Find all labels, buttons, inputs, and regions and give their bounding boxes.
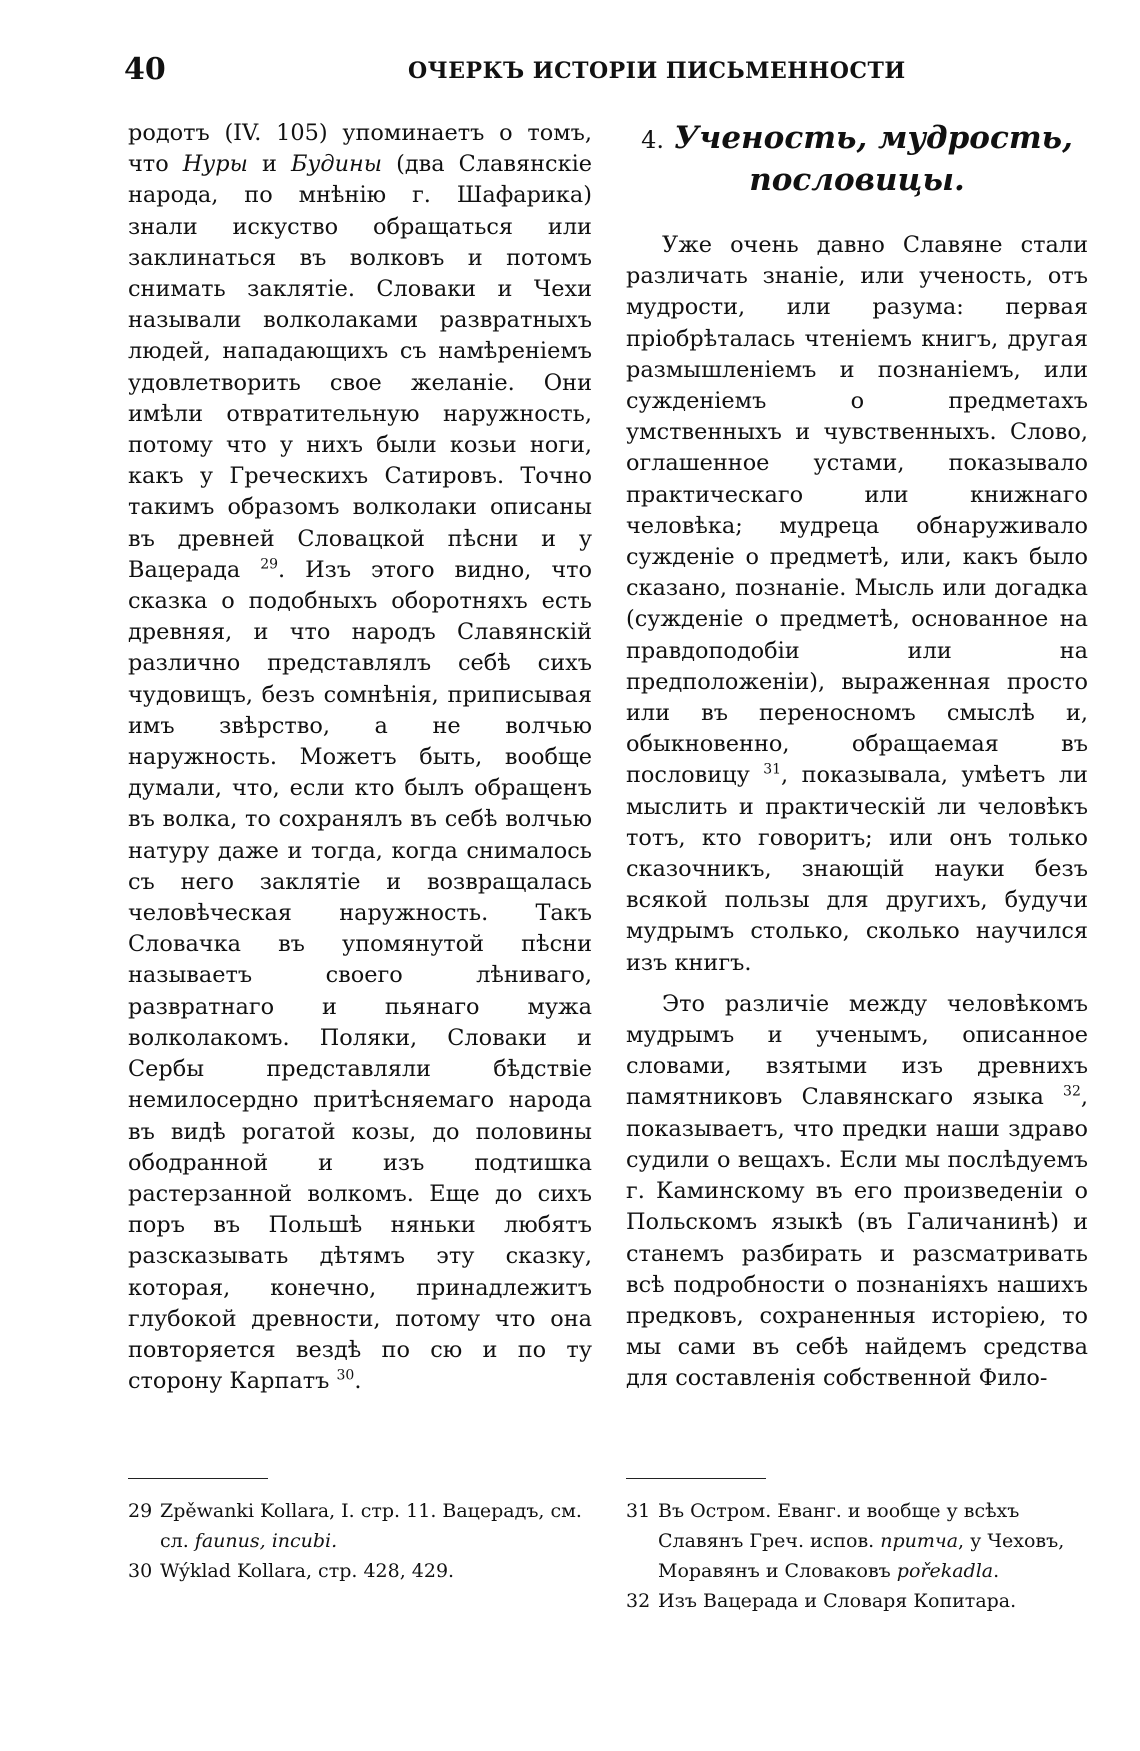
- footnote-divider-right: [626, 1478, 766, 1479]
- text-run: . Изъ этого видно, что сказка о подобныхъ оборотняхъ есть древняя, и что народъ Славянскій различно представлялъ себѣ сихъ чудовищъ, безъ сомнѣнія, приписывая имъ звѣрство, а не волчью наружность. Можетъ быть, вообще думали, что, если кто былъ обращенъ въ волка, то сохранялъ въ себѣ волчью натуру даже и тогда, когда снималось съ него заклятіе и возвращалась человѣческая наружность. Такъ Словачка въ упомянутой пѣсни называетъ своего лѣниваго, развратнаго и пьянаго мужа волколакомъ. Поляки, Словаки и Сербы представляли бѣдствіе немилосердно притѣсняемаго народа въ видѣ рогатой козы, до половины ободранной и изъ подтишка растерзанной волкомъ. Еще до сихъ поръ въ Польшѣ няньки любятъ разсказывать дѣтямъ эту сказку, которая, конечно, принадлежитъ глубокой древности, потому что она повторяется вездѣ по сю и по ту сторону Карпатъ: [128, 556, 592, 1395]
- text-run: и: [247, 151, 291, 178]
- text-run: , показываетъ, что предки наши здраво судили о вещахъ. Если мы послѣдуемъ г. Каминскому въ его произведеніи о Польскомъ языкѣ (въ Галичанинѣ) и станемъ разбирать и разсматривать всѣ подробности о познаніяхъ нашихъ предковъ, сохраненныя исторіею, то мы сами въ себѣ найдемъ средства для составленія собственной Фило-: [626, 1084, 1088, 1392]
- footnote-ref-30[interactable]: 30: [336, 1367, 355, 1384]
- footnote-number: 29: [128, 1500, 153, 1522]
- footnote-italic: притча: [880, 1530, 959, 1552]
- footnote-text: Въ Остром. Еванг. и вообще у всѣхъ Славянъ Греч. испов.: [658, 1500, 1020, 1552]
- footnote-divider-left: [128, 1478, 268, 1479]
- left-paragraph: [128, 118, 592, 1397]
- text-run: Это различіе между человѣкомъ мудрымъ и ученымъ, описанное словами, взятыми изъ древнихъ памятниковъ Славянскаго языка: [626, 990, 1088, 1111]
- text-run: родотъ (IV. 105) упоминаетъ о томъ, что: [128, 120, 592, 178]
- footnote-text: Zpěwanki Kollara, I. стр. 11. Вацерадъ, см. сл.: [160, 1500, 582, 1552]
- footnotes-right: [626, 1496, 1088, 1616]
- right-column: [626, 118, 1088, 1395]
- footnote-text: , у Чеховъ, Моравянъ и Словаковъ: [658, 1530, 1065, 1582]
- footnote-italic: faunus, incubi.: [194, 1530, 338, 1552]
- running-title: ОЧЕРКЪ ИСТОРІИ ПИСЬМЕННОСТИ: [408, 58, 906, 84]
- footnote-number: 32: [626, 1590, 651, 1612]
- italic-run: Будины: [290, 151, 383, 178]
- footnotes-left: [128, 1496, 592, 1586]
- text-run: (два Славянскіе народа, по мнѣнію г. Шафарика) знали искуство обращаться или заклинаться въ волковъ и потомъ снимать заклятіе. Словаки и Чехи называли волколаками развратныхъ людей, нападающихъ съ намѣреніемъ удовлетворить свое желаніе. Они имѣли отвратительную наружность, потому что у нихъ были козьи ноги, какъ у Греческихъ Сатировъ. Точно такимъ образомъ волколаки описаны въ древней Словацкой пѣсни и у Вацерада: [128, 151, 592, 583]
- section-title: Ученость, мудрость, пословицы.: [674, 120, 1073, 198]
- footnote-30: [128, 1556, 592, 1586]
- footnote-ref-31[interactable]: 31: [763, 761, 782, 778]
- section-number: 4.: [641, 126, 665, 154]
- page-number: 40: [124, 52, 166, 87]
- footnote-31: [626, 1496, 1088, 1586]
- left-column: [128, 118, 592, 1397]
- footnote-text: Изъ Вацерада и Словаря Копитара.: [658, 1590, 1017, 1612]
- text-run: .: [354, 1368, 362, 1395]
- footnote-italic: pořekadla: [896, 1560, 994, 1582]
- footnote-text: Wýklad Kollara, стр. 428, 429.: [160, 1560, 455, 1582]
- right-paragraph-1: [626, 230, 1088, 979]
- footnote-ref-32[interactable]: 32: [1063, 1084, 1081, 1101]
- footnote-29: [128, 1496, 592, 1556]
- text-run: Уже очень давно Славяне стали различать знаніе, или ученость, отъ мудрости, или разума: первая пріобрѣталась чтеніемъ книгъ, другая размышленіемъ и познаніемъ, или сужденіемъ о предметахъ умственныхъ и чувственныхъ. Слово, оглашенное устами, показывало практическаго или книжнаго человѣка; мудреца обнаруживало сужденіе о предметѣ, или, какъ было сказано, познаніе. Мысль или догадка (сужденіе о предметѣ, основанное на правдоподобіи или на предположеніи), выраженная просто или въ переносномъ смыслѣ и, обыкновенно, обращаемая въ пословицу: [626, 232, 1088, 789]
- footnote-number: 30: [128, 1560, 153, 1582]
- text-run: , показывала, умѣетъ ли мыслить и практическій ли человѣкъ тотъ, кто говоритъ; или онъ только сказочникъ, знающій науки безъ всякой пользы для другихъ, будучи мудрымъ столько, сколько научился изъ книгъ.: [626, 762, 1088, 976]
- italic-run: Нуры: [182, 151, 248, 178]
- footnote-text: .: [993, 1560, 1000, 1582]
- section-heading: [626, 118, 1088, 200]
- footnote-ref-29[interactable]: 29: [260, 556, 279, 573]
- footnote-number: 31: [626, 1500, 651, 1522]
- right-paragraph-2: [626, 989, 1088, 1395]
- footnote-32: [626, 1586, 1088, 1616]
